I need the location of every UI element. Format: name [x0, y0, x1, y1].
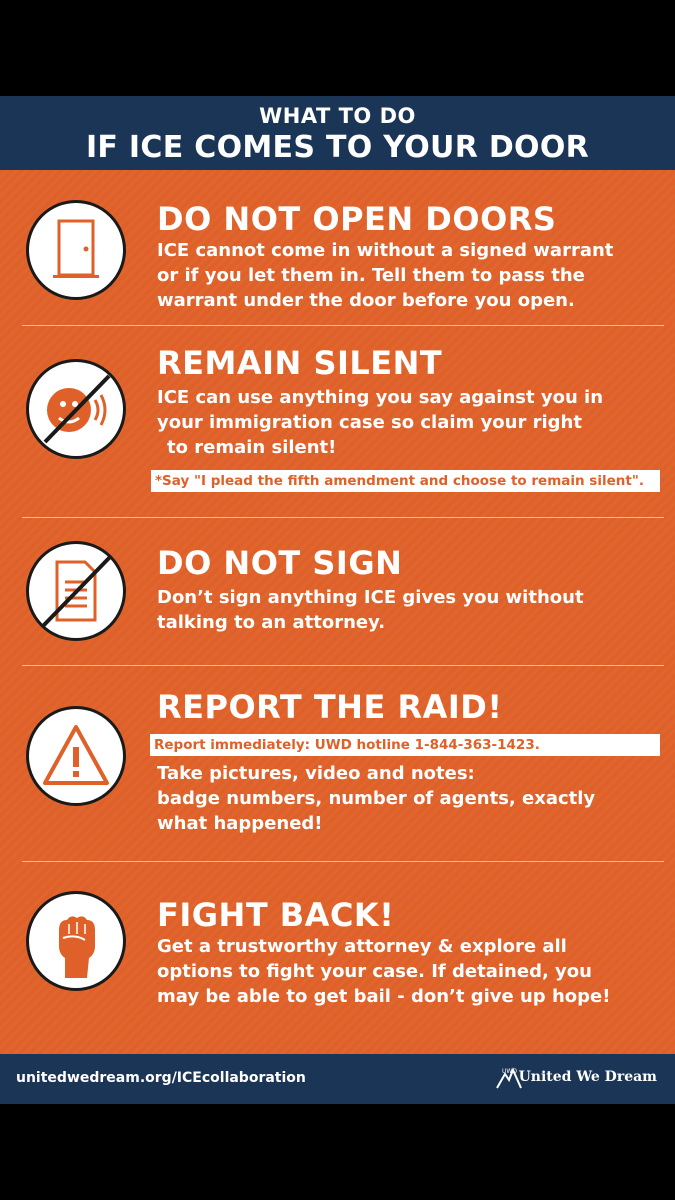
text-line: talking to an attorney. — [157, 612, 386, 633]
door-icon — [26, 200, 126, 300]
footer-bar — [0, 1054, 675, 1104]
text-line: warrant under the door before you open. — [157, 290, 575, 311]
warning-icon — [26, 706, 126, 806]
section-divider — [22, 665, 664, 666]
text-line: Don’t sign anything ICE gives you without — [157, 587, 584, 608]
header-subtitle: WHAT TO DO — [259, 104, 416, 128]
section-title-report-raid: REPORT THE RAID! — [157, 688, 503, 726]
section-text-remain-silent — [157, 385, 603, 460]
section-text-do-not-open — [157, 238, 613, 313]
section-text-fight-back — [157, 934, 610, 1009]
text-line: may be able to get bail - don’t give up hope! — [157, 986, 611, 1007]
text-line: or if you let them in. Tell them to pass the — [157, 265, 585, 286]
logo-text: UWD — [502, 1068, 517, 1075]
text-line: what happened! — [157, 813, 323, 834]
section-title-do-not-open: DO NOT OPEN DOORS — [157, 200, 557, 238]
poster — [0, 96, 675, 1104]
silence-quote-note: *Say "I plead the fifth amendment and choose to remain silent". — [151, 470, 660, 492]
text-line: Take pictures, video and notes: — [157, 763, 475, 784]
no-document-icon — [26, 541, 126, 641]
text-line: badge numbers, number of agents, exactly — [157, 788, 596, 809]
section-text-do-not-sign — [157, 585, 584, 635]
header-banner — [0, 96, 675, 170]
text-line: ICE can use anything you say against you in — [157, 387, 604, 408]
header-title: IF ICE COMES TO YOUR DOOR — [85, 130, 590, 165]
text-line: your immigration case so claim your right — [157, 412, 582, 433]
text-line: Get a trustworthy attorney & explore all — [157, 936, 567, 957]
hotline-note: Report immediately: UWD hotline 1-844-363-1423. — [150, 734, 660, 756]
footer-url-link[interactable]: unitedwedream.org/ICEcollaboration — [16, 1070, 306, 1086]
section-divider — [22, 325, 664, 326]
text-line: options to fight your case. If detained, you — [157, 961, 592, 982]
section-title-do-not-sign: DO NOT SIGN — [157, 544, 403, 582]
section-title-fight-back: FIGHT BACK! — [157, 896, 395, 934]
raised-fist-icon — [26, 891, 126, 991]
section-title-remain-silent: REMAIN SILENT — [157, 344, 443, 382]
section-text-report-raid — [157, 761, 595, 836]
section-divider — [22, 861, 664, 862]
text-line: to remain silent! — [167, 437, 337, 458]
section-divider — [22, 517, 664, 518]
text-line: ICE cannot come in without a signed warrant — [157, 240, 614, 261]
brand-name: United We Dream — [518, 1069, 657, 1085]
no-speaking-icon — [26, 359, 126, 459]
